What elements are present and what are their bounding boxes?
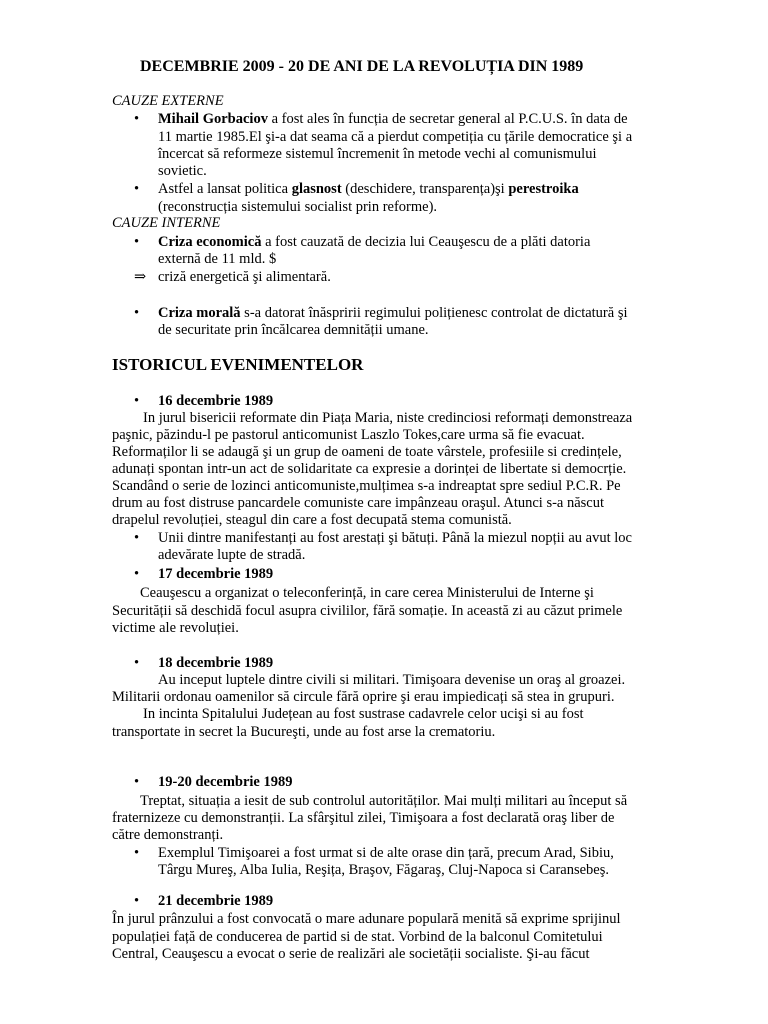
paragraph-line: de securitate prin încălcarea demnității umane. bbox=[158, 322, 429, 338]
bold-term: 18 decembrie 1989 bbox=[158, 655, 274, 671]
paragraph-line: Unii dintre manifestanți au fost arestați şi bătuți. Până la miezul nopții au avut loc bbox=[158, 530, 632, 546]
paragraph-line: Au inceput luptele dintre civili si militari. Timişoara devenise un oraş al groazei. bbox=[158, 672, 626, 688]
bullet-icon: • bbox=[134, 845, 140, 861]
paragraph-line: Securității să deschidă focul asupra civililor, fără somație. In această zi au căzut primele bbox=[112, 603, 623, 619]
text-span: s-a datorat înăspririi regimului polițienesc controlat de dictatură şi bbox=[240, 305, 628, 321]
bullet-icon: • bbox=[134, 234, 140, 250]
section-heading-cauze-interne: CAUZE INTERNE bbox=[112, 215, 221, 231]
text-span: Astfel a lansat politica bbox=[158, 181, 292, 197]
paragraph-line: Exemplul Timişoarei a fost urmat si de alte orase din țară, precum Arad, Sibiu, bbox=[158, 845, 614, 861]
paragraph-line: Ceauşescu a organizat o teleconferință, in care cerea Ministerului de Interne şi bbox=[140, 585, 594, 601]
paragraph-line bbox=[158, 181, 579, 198]
bullet-icon: • bbox=[134, 655, 140, 671]
paragraph-line: externă de 11 mld. $ bbox=[158, 251, 277, 267]
bullet-icon: • bbox=[134, 893, 140, 909]
bullet-icon: • bbox=[134, 530, 140, 546]
bullet-icon: • bbox=[134, 111, 140, 127]
section-heading-istoric: ISTORICUL EVENIMENTELOR bbox=[112, 355, 364, 374]
text-span: a fost cauzată de decizia lui Ceauşescu de a plăti datoria bbox=[261, 234, 591, 250]
paragraph-line: 11 martie 1985.El şi-a dat seama că a pierdut competiția cu țările democratice şi a bbox=[158, 129, 633, 145]
paragraph-line: (reconstrucția sistemului socialist prin reforme). bbox=[158, 199, 438, 215]
text-span: a fost ales în funcția de secretar general al P.C.U.S. în data de bbox=[267, 111, 628, 127]
paragraph-line: criză energetică şi alimentară. bbox=[158, 269, 331, 285]
bold-term: 21 decembrie 1989 bbox=[158, 893, 274, 909]
paragraph-line: Central, Ceauşescu a evocat o serie de realizări ale societății socialiste. Şi-au făcut bbox=[112, 946, 590, 962]
bold-term: 19-20 decembrie 1989 bbox=[158, 774, 293, 790]
paragraph-line: transportate in secret la Bucureşti, unde au fost arse la crematoriu. bbox=[112, 724, 496, 740]
paragraph-line: sovietic. bbox=[158, 163, 207, 179]
text-span: (deschidere, transparența)şi bbox=[341, 181, 509, 197]
bold-term: Mihail Gorbaciov bbox=[158, 111, 268, 127]
paragraph-line: adunați spontan intr-un act de solidaritate ca expresie a dorinței de libertate si democrție. bbox=[112, 461, 627, 477]
paragraph-line: In incinta Spitalului Județean au fost sustrase cadavrele celor ucişi si au fost bbox=[143, 706, 584, 722]
paragraph-line: Târgu Mureş, Alba Iulia, Reşița, Braşov, Făgaraş, Cluj-Napoca si Caransebeş. bbox=[158, 862, 610, 878]
paragraph-line bbox=[158, 111, 628, 128]
date-heading bbox=[158, 393, 273, 410]
bold-term: perestroika bbox=[508, 181, 579, 197]
arrow-icon: ⇒ bbox=[134, 269, 147, 285]
paragraph-line: paşnic, păzindu-l pe pastorul anticomunist Laszlo Tokes,care urma să fie evacuat. bbox=[112, 427, 585, 443]
bold-term: glasnost bbox=[291, 181, 342, 197]
paragraph-line: In jurul bisericii reformate din Piața Maria, niste credinciosi reformați demonstreaza bbox=[143, 410, 633, 426]
date-heading bbox=[158, 566, 273, 583]
paragraph-line: Scandând o serie de lozinci anticomuniste,mulțimea s-a indreaptat spre sediul P.C.R. Pe bbox=[112, 478, 621, 494]
paragraph-line: populației față de conducerea de partid si de stat. Vorbind de la balconul Comitetului bbox=[112, 929, 603, 945]
bullet-icon: • bbox=[134, 181, 140, 197]
bullet-icon: • bbox=[134, 566, 140, 582]
date-heading bbox=[158, 774, 293, 791]
paragraph-line: adevărate lupte de stradă. bbox=[158, 547, 306, 563]
paragraph-line: drum au fost distruse pancardele comuniste care impânzeau oraşul. Atunci s-a născut bbox=[112, 495, 605, 511]
paragraph-line: În jurul prânzului a fost convocată o mare adunare populară menită să exprime sprijinul bbox=[112, 911, 621, 927]
paragraph-line: încercat să reformeze sistemul încremenit în metode vechi al comunismului bbox=[158, 146, 597, 162]
date-heading bbox=[158, 655, 273, 672]
paragraph-line: fraternizeze cu demonstranții. La sfârşitul zilei, Timişoara a fost declarată oraş liber de bbox=[112, 810, 615, 826]
paragraph-line: victime ale revoluției. bbox=[112, 620, 239, 636]
date-heading bbox=[158, 893, 273, 910]
paragraph-line bbox=[158, 305, 628, 322]
paragraph-line: Treptat, situația a iesit de sub controlul autorităților. Mai mulți militari au început să bbox=[140, 793, 628, 809]
bold-term: 17 decembrie 1989 bbox=[158, 566, 274, 582]
paragraph-line: drapelul revoluției, steagul din care a fost decupată stema comunistă. bbox=[112, 512, 512, 528]
bullet-icon: • bbox=[134, 774, 140, 790]
bullet-icon: • bbox=[134, 393, 140, 409]
bullet-icon: • bbox=[134, 305, 140, 321]
paragraph-line: Militarii ordonau oamenilor să circule fără oprire şi erau impiedicați să stea in grupuri. bbox=[112, 689, 615, 705]
document-title: DECEMBRIE 2009 - 20 DE ANI DE LA REVOLUȚIA DIN 1989 bbox=[140, 58, 584, 75]
bold-term: Criza economică bbox=[158, 234, 262, 250]
section-heading-cauze-externe: CAUZE EXTERNE bbox=[112, 93, 224, 109]
paragraph-line: către demonstranți. bbox=[112, 827, 224, 843]
bold-term: 16 decembrie 1989 bbox=[158, 393, 274, 409]
bold-term: Criza morală bbox=[158, 305, 241, 321]
paragraph-line bbox=[158, 234, 590, 251]
paragraph-line: Reformaților li se adaugă şi un grup de oameni de toate vârstele, profesiile si credințele, bbox=[112, 444, 622, 460]
